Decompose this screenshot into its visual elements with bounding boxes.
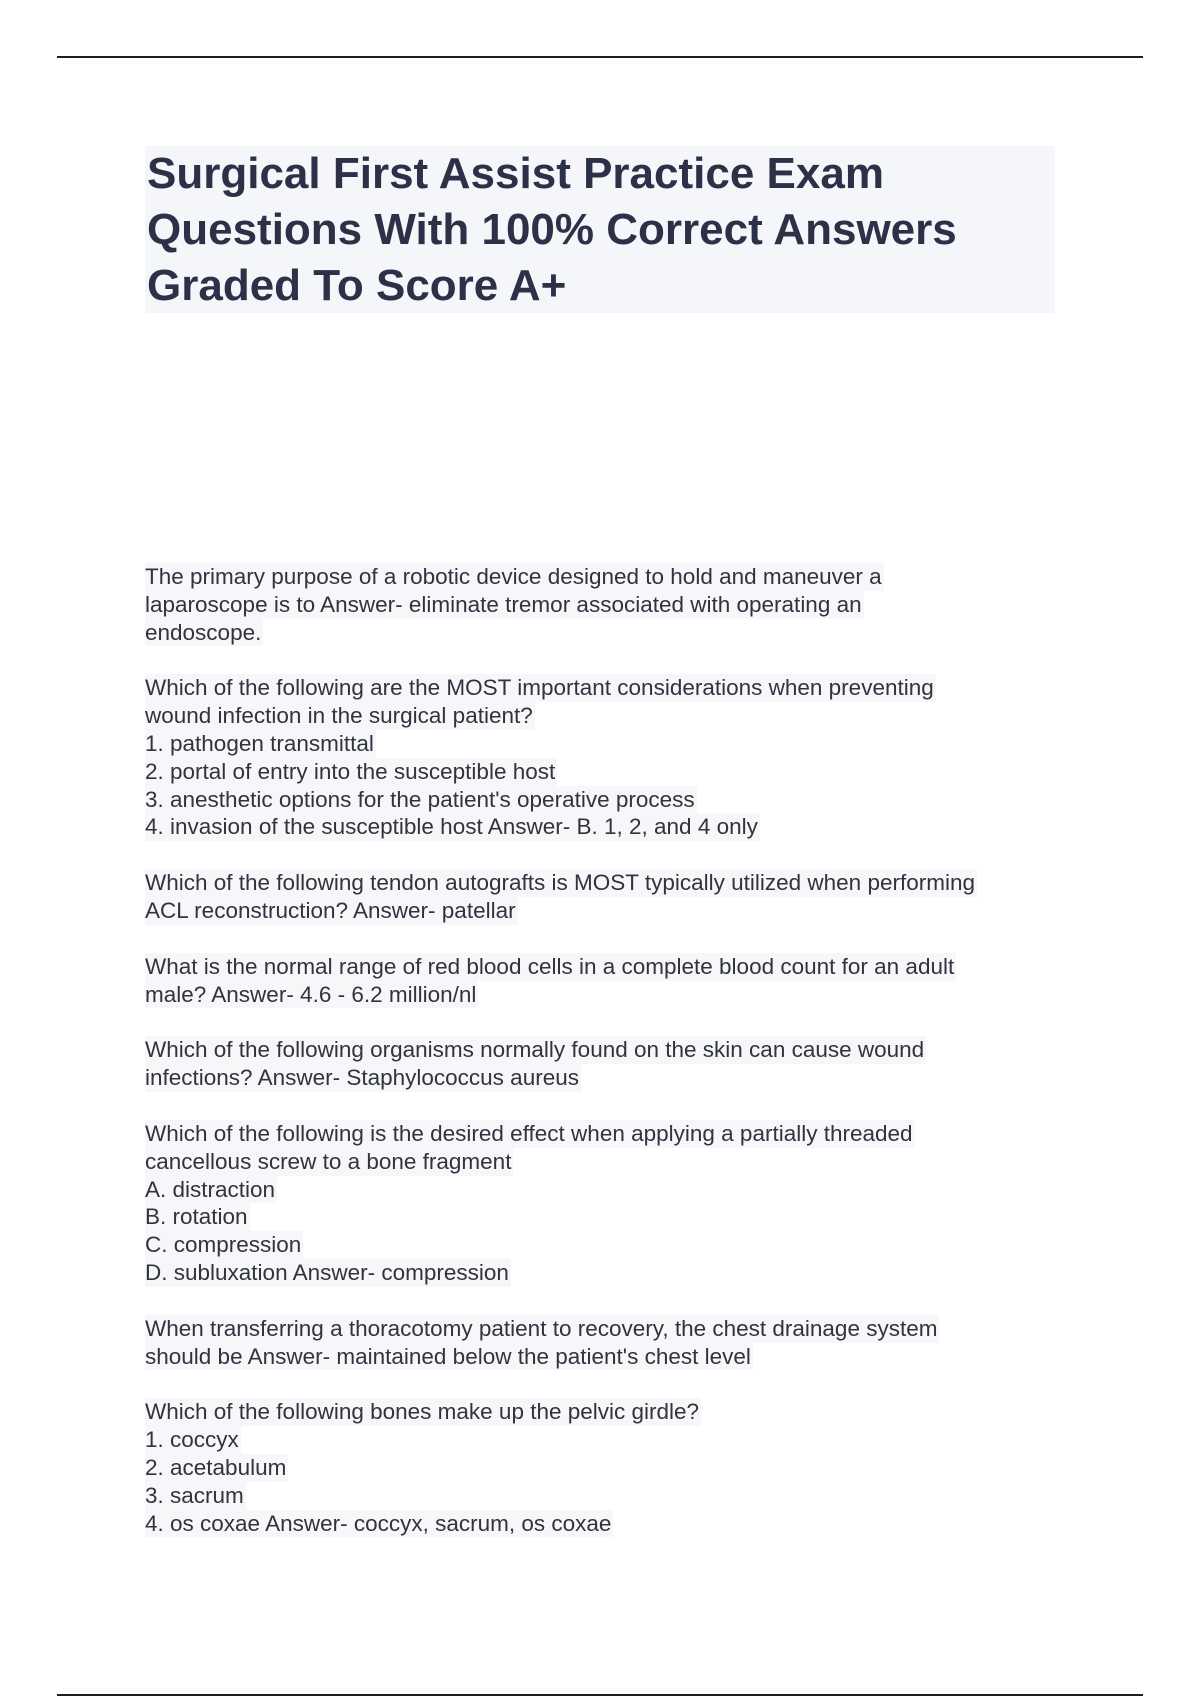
qa-line: 2. acetabulum xyxy=(145,1454,287,1480)
qa-line: 1. pathogen transmittal xyxy=(145,730,374,756)
qa-line: 2. portal of entry into the susceptible host xyxy=(145,758,556,784)
qa-item xyxy=(145,563,1065,646)
page-bottom-rule xyxy=(57,1694,1143,1696)
title-line: Surgical First Assist Practice Exam xyxy=(147,149,884,198)
qa-item xyxy=(145,674,1065,841)
qa-line: The primary purpose of a robotic device designed to hold and maneuver a xyxy=(145,564,882,589)
qa-line: infections? Answer- Staphylococcus aureus xyxy=(145,1065,579,1091)
qa-line: should be Answer- maintained below the patient's chest level xyxy=(145,1343,751,1369)
qa-item xyxy=(145,1036,1065,1092)
qa-line: ACL reconstruction? Answer- patellar xyxy=(145,897,516,923)
qa-item xyxy=(145,1398,1065,1537)
qa-line: D. subluxation Answer- compression xyxy=(145,1259,509,1285)
qa-line: Which of the following is the desired effect when applying a partially threaded xyxy=(145,1120,913,1146)
qa-line: laparoscope is to Answer- eliminate tremor associated with operating an xyxy=(145,591,862,617)
qa-line: Which of the following bones make up the pelvic girdle? xyxy=(145,1399,700,1425)
qa-line: 3. sacrum xyxy=(145,1482,244,1508)
qa-line: endoscope. xyxy=(145,619,262,645)
qa-line: Which of the following organisms normally found on the skin can cause wound xyxy=(145,1037,925,1063)
qa-item xyxy=(145,1315,1065,1371)
qa-line: wound infection in the surgical patient? xyxy=(145,703,533,729)
qa-line: What is the normal range of red blood cells in a complete blood count for an adult xyxy=(145,953,955,979)
qa-line: 4. invasion of the susceptible host Answer- B. 1, 2, and 4 only xyxy=(145,814,758,840)
qa-line: 4. os coxae Answer- coccyx, sacrum, os coxae xyxy=(145,1510,612,1536)
qa-item xyxy=(145,1120,1065,1287)
qa-item xyxy=(145,869,1065,925)
qa-item xyxy=(145,953,1065,1009)
qa-line: A. distraction xyxy=(145,1176,276,1202)
document-title xyxy=(145,146,1055,313)
title-line: Questions With 100% Correct Answers xyxy=(147,205,957,254)
qa-line: 1. coccyx xyxy=(145,1427,239,1453)
qa-line: cancellous screw to a bone fragment xyxy=(145,1148,512,1174)
title-line: Graded To Score A+ xyxy=(147,261,567,310)
qa-line: C. compression xyxy=(145,1232,302,1258)
qa-line: 3. anesthetic options for the patient's operative process xyxy=(145,786,695,812)
page-top-rule xyxy=(57,56,1143,58)
qa-list xyxy=(145,563,1065,1565)
qa-line: Which of the following are the MOST important considerations when preventing xyxy=(145,675,934,701)
qa-line: male? Answer- 4.6 - 6.2 million/nl xyxy=(145,981,477,1007)
qa-line: Which of the following tendon autografts is MOST typically utilized when performing xyxy=(145,870,975,896)
qa-line: When transferring a thoracotomy patient to recovery, the chest drainage system xyxy=(145,1315,938,1341)
qa-line: B. rotation xyxy=(145,1204,248,1230)
